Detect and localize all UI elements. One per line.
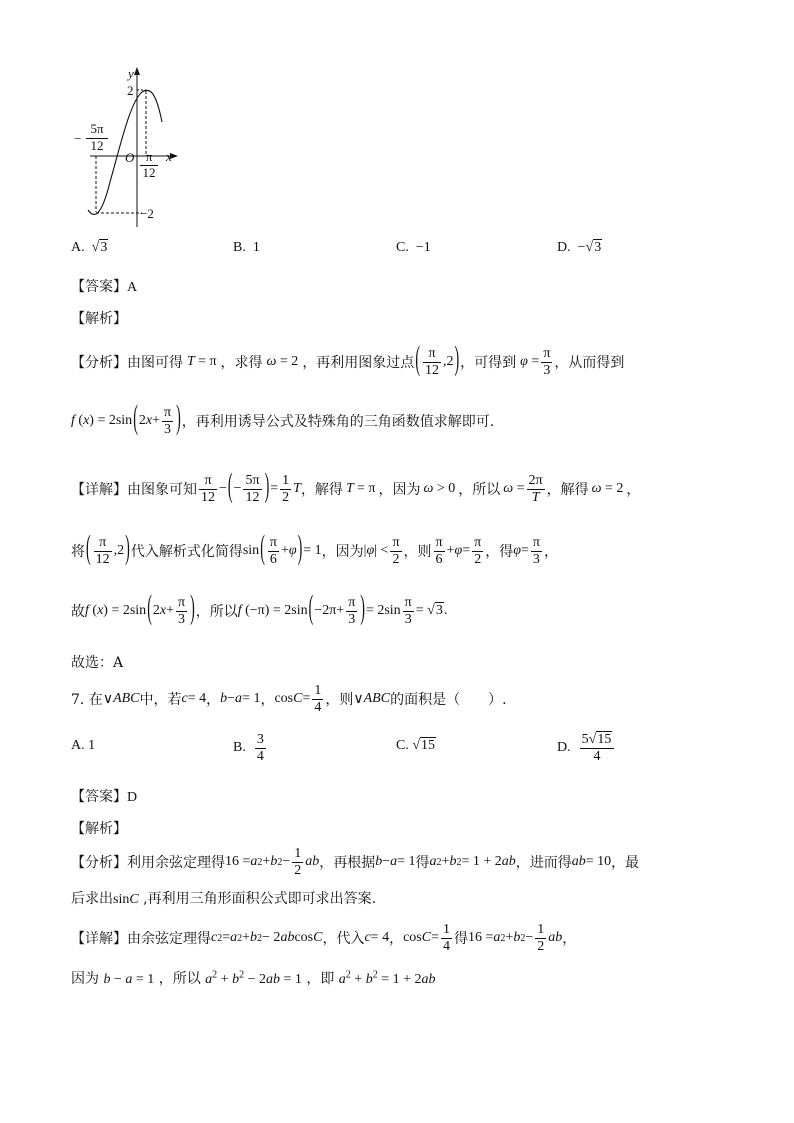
option-letter: D. bbox=[557, 740, 571, 755]
q7-option-c[interactable]: C. √15 bbox=[396, 738, 436, 753]
paren: ) bbox=[176, 401, 181, 438]
option-letter: C. bbox=[396, 738, 409, 753]
fenxi-tag: 【分析】 bbox=[71, 355, 127, 371]
text: 中，若 bbox=[139, 692, 182, 708]
text: ,再利用三角形面积公式即可求出答案. bbox=[143, 891, 377, 907]
q7-option-a[interactable] bbox=[71, 738, 95, 754]
text: 将 bbox=[71, 544, 85, 560]
option-letter: D. bbox=[557, 240, 571, 255]
graph-y-max-label: 2 bbox=[127, 83, 134, 98]
text: 由余弦定理得 bbox=[127, 931, 211, 947]
q6-detail-line3: 故 f (x) = 2sin ( 2 x + $\frac{\pi}{3}$ ) ，所以 f (−π) = 2sin ( −2π+ $\frac{\pi}{3}$ ) = 2sin $\frac{\pi}{3}$ = √3. bbox=[71, 588, 447, 634]
paren: ( bbox=[227, 469, 233, 506]
fenxi-tag: 【分析】 bbox=[71, 855, 127, 871]
frac: $\frac{\pi}{3}$ bbox=[348, 595, 356, 627]
frac: $\frac{\pi}{3}$ bbox=[404, 595, 412, 627]
text: ，求得 bbox=[220, 355, 263, 371]
option-letter: B. bbox=[233, 740, 246, 755]
q6-detail-line1: 【详解】 由图象可知 $\frac{\pi}{12}$ − ( − $\frac{5\pi}{12}$ ) = $\frac{1}{2}$ T ，解得 T = π ，因为 ω > 0 ，所以 ω = $\frac{2\pi}{T}$ ，解得 ω = 2 ， bbox=[71, 466, 640, 512]
graph-y-min-label: −2 bbox=[140, 206, 154, 221]
text: ，解得 bbox=[300, 482, 343, 498]
text: ，解得 bbox=[546, 482, 589, 498]
frac: $\frac{\pi}{3}$ bbox=[177, 595, 186, 627]
text: ，从而得到 bbox=[554, 355, 625, 371]
option-letter: C. bbox=[396, 240, 409, 255]
option-letter: A. bbox=[71, 240, 85, 255]
q6-option-a[interactable]: A. √3 bbox=[71, 240, 108, 255]
text: ，代入 bbox=[322, 931, 365, 947]
math-phi: φ = bbox=[520, 354, 540, 369]
frac: $\frac{\pi}{12}$ bbox=[424, 346, 439, 378]
q7-answer bbox=[71, 786, 137, 806]
text: ，所以 bbox=[158, 971, 201, 987]
q7-fenxi-line1: 【分析】 利用余弦定理得 16 = a 2 + b 2 − $\frac{1}{2}$ ab ，再根据 b − a = 1 得 a 2 + b 2 = 1 + 2 ab ，进而得 ab = 10 ，最 bbox=[71, 846, 640, 878]
paren: ) bbox=[297, 531, 303, 568]
graph-right-num: π bbox=[145, 149, 153, 164]
text: ，可得到 bbox=[460, 355, 517, 371]
math-omega-eq-2: ω = 2 bbox=[266, 354, 299, 369]
q6-answer bbox=[71, 276, 137, 296]
text: ， bbox=[626, 482, 641, 498]
q7-stem: 7. 在 ∨ ABC 中，若 c = 4 ， b − a = 1 ， cos C = $\frac{1}{4}$ ，则 ∨ ABC 的面积是（ ）. bbox=[71, 683, 507, 715]
q6-fenxi-line2: f (x) = 2sin ( 2 x + $\frac{\pi}{3}$ ) ，再利用诱导公式及特殊角的三角函数值求解即可. bbox=[71, 398, 494, 444]
text: ， bbox=[260, 692, 275, 708]
text: ， bbox=[206, 692, 221, 708]
text: ，则 bbox=[325, 692, 354, 708]
text: ，所以 bbox=[195, 604, 238, 620]
option-value: 3 bbox=[594, 240, 602, 255]
graph-left-den: 12 bbox=[90, 138, 104, 153]
frac: $\frac{\pi}{3}$ bbox=[543, 346, 551, 378]
text: ， bbox=[389, 931, 404, 947]
frac: $\frac{1}{4}$ bbox=[314, 683, 322, 715]
frac: $\frac{\pi}{12}$ bbox=[201, 473, 215, 505]
option-value: 1 bbox=[252, 240, 260, 255]
q7-option-b[interactable] bbox=[233, 728, 268, 768]
frac: $\frac{\pi}{12}$ bbox=[95, 535, 110, 567]
q7-detail-line1: 【详解】 由余弦定理得 c 2 = a 2 + b 2 − 2 ab cos C ，代入 c = 4 ， cos C = $\frac{1}{4}$ 得 16 = a 2 + b 2 − $\frac{1}{2}$ ab ， bbox=[71, 922, 577, 954]
text: ，再利用图象过点 bbox=[302, 355, 415, 371]
option-value: 3 bbox=[100, 240, 108, 255]
frac: $\frac{\pi}{3}$ bbox=[163, 405, 172, 437]
graph-left-sign: − bbox=[74, 131, 82, 146]
text: 得 bbox=[454, 931, 468, 947]
q6-detail-line2: 将 ( $\frac{\pi}{12}$ ,2 ) 代入解析式化简得 sin ( $\frac{\pi}{6}$ + φ ) = 1 ，因为 | φ | < $\frac{\pi}{2}$ ，则 $\frac{\pi}{6}$ + φ = $\frac{\pi}{2}$ ，得 φ = $\frac{\pi}{3}$ ， bbox=[71, 528, 558, 574]
q6-analysis-tag: 【解析】 bbox=[71, 311, 127, 327]
answer-tag: 【答案】 bbox=[71, 789, 127, 805]
paren: ) bbox=[125, 531, 130, 568]
option-value: 1 bbox=[88, 738, 96, 753]
q6-option-c[interactable] bbox=[396, 240, 431, 256]
text: ，再根据 bbox=[319, 855, 376, 871]
paren: ( bbox=[260, 531, 265, 568]
text: ，最 bbox=[611, 855, 640, 871]
text: ，因为 bbox=[321, 544, 364, 560]
graph-y-label: y bbox=[128, 66, 134, 81]
text: ，进而得 bbox=[515, 855, 572, 871]
frac: $\frac{1}{2}$ bbox=[294, 846, 302, 878]
frac: $\frac{1}{2}$ bbox=[282, 473, 290, 505]
detail-tag: 【详解】 bbox=[71, 931, 127, 947]
frac: $\frac{2\pi}{T}$ bbox=[528, 473, 543, 505]
text: 由图象可知 bbox=[127, 482, 197, 498]
graph-left-num: 5π bbox=[90, 121, 104, 136]
text: 后求出 bbox=[71, 891, 113, 907]
frac: $\frac{\pi}{2}$ bbox=[392, 535, 400, 567]
text: 故 bbox=[71, 604, 85, 620]
frac: $\frac{\pi}{3}$ bbox=[532, 535, 540, 567]
text: 因为 bbox=[71, 971, 99, 987]
text: ， bbox=[562, 931, 577, 947]
text: 的面积是（ ）. bbox=[390, 692, 507, 708]
q6-fenxi-line1: 【分析】 由图可得 T = π ，求得 ω = 2 ，再利用图象过点 ( $\frac{\pi}{12}$ ,2 ) ，可得到 φ = $\frac{\pi}{3}$ ，从而得到 bbox=[71, 340, 624, 384]
q7-option-d[interactable] bbox=[557, 728, 616, 768]
text: 代入解析式化简得 bbox=[130, 544, 243, 560]
text: 7. 在 bbox=[71, 692, 103, 708]
frac: $\frac{\pi}{6}$ bbox=[435, 535, 443, 567]
frac: $\frac{\pi}{6}$ bbox=[269, 535, 277, 567]
answer-value: D bbox=[127, 790, 138, 805]
frac: $\frac{\pi}{2}$ bbox=[474, 535, 482, 567]
option-letter: B. bbox=[233, 240, 246, 255]
frac: $\frac{3}{4}$ bbox=[256, 732, 264, 764]
text: ， bbox=[543, 544, 558, 560]
paren: ( bbox=[133, 401, 138, 438]
detail-tag: 【详解】 bbox=[71, 482, 127, 498]
paren: ) bbox=[454, 342, 460, 379]
paren: ( bbox=[86, 531, 91, 568]
frac: $\frac{5\pi}{12}$ bbox=[245, 473, 260, 505]
paren: ( bbox=[308, 591, 314, 628]
option-letter: A. bbox=[71, 738, 85, 753]
option-value: 15 bbox=[421, 738, 436, 753]
text: ，所以 bbox=[458, 482, 501, 498]
paren: ) bbox=[360, 591, 365, 628]
text: ，则 bbox=[403, 544, 432, 560]
text: ，因为 bbox=[378, 482, 421, 498]
q6-option-b[interactable] bbox=[233, 240, 260, 256]
frac: $\frac{1}{2}$ bbox=[537, 922, 545, 954]
text: 由图可得 bbox=[127, 355, 183, 371]
frac: $\frac{5√15}{4}$ bbox=[580, 732, 615, 764]
answer-value: A bbox=[127, 280, 138, 295]
math-T-eq-pi: T = π bbox=[187, 354, 217, 369]
y-axis-arrow bbox=[134, 67, 140, 75]
graph-right-den: 12 bbox=[142, 165, 156, 180]
q7-fenxi-line2: 后求出sinC ,再利用三角形面积公式即可求出答案. bbox=[71, 891, 377, 907]
text: 利用余弦定理得 bbox=[127, 855, 225, 871]
answer-tag: 【答案】 bbox=[71, 279, 127, 295]
frac: $\frac{1}{4}$ bbox=[443, 922, 450, 954]
paren: ( bbox=[147, 591, 152, 628]
q6-option-d[interactable]: D. −√3 bbox=[557, 240, 602, 255]
graph-origin-label: O bbox=[125, 150, 135, 165]
option-value: −1 bbox=[415, 240, 431, 255]
q7-analysis-tag: 【解析】 bbox=[71, 821, 127, 837]
text: ，即 bbox=[306, 971, 335, 987]
text: 得 bbox=[415, 855, 430, 871]
paren: ) bbox=[264, 469, 270, 506]
text: ，得 bbox=[485, 544, 514, 560]
text: ，再利用诱导公式及特殊角的三角函数值求解即可. bbox=[181, 414, 495, 430]
paren: ( bbox=[415, 342, 420, 379]
q7-detail-line2: 因为 b − a = 1 ，所以 $a^2 + b^2 - 2ab = 1$ ，即 $a^2 + b^2 = 1 + 2ab$ bbox=[71, 969, 436, 987]
math-f-x: f (x) = 2sin bbox=[71, 413, 133, 428]
paren: ) bbox=[190, 591, 195, 628]
q6-end: 故选：A bbox=[71, 655, 124, 671]
graph-x-label: x bbox=[166, 149, 172, 164]
